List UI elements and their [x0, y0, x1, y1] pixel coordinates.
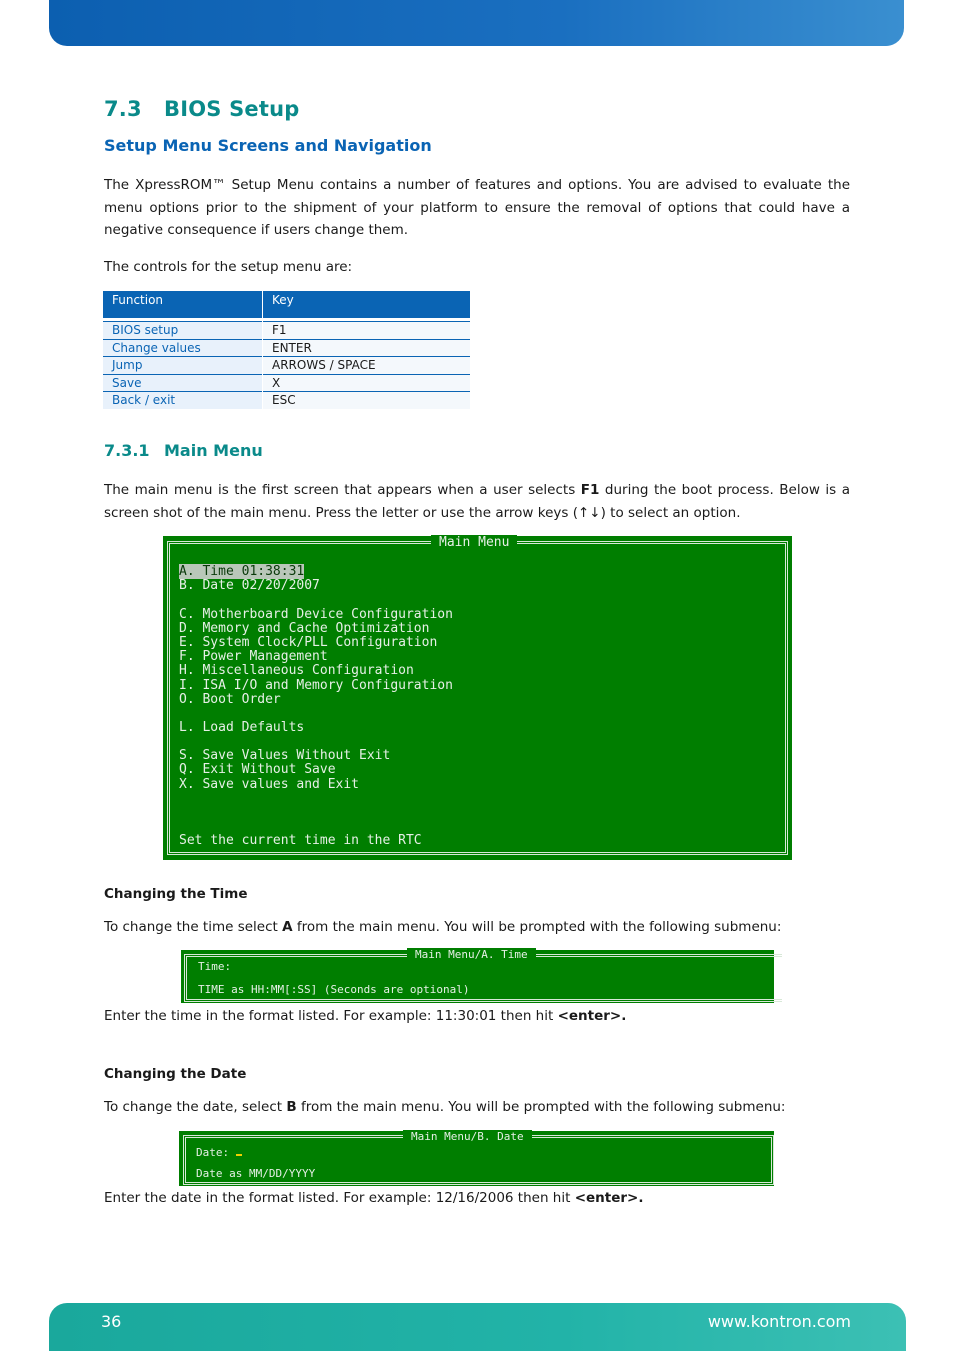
- terminal-title: Main Menu: [431, 535, 517, 550]
- table-row: [103, 374, 470, 392]
- menu-item: C. Motherboard Device Configuration: [179, 607, 453, 622]
- time-format-hint: TIME as HH:MM[:SS] (Seconds are optional): [198, 983, 470, 996]
- terminal-title: Main Menu/A. Time: [407, 948, 536, 961]
- key-cell: X: [263, 374, 471, 392]
- menu-item: H. Miscellaneous Configuration: [179, 663, 414, 678]
- menu-item: O. Boot Order: [179, 692, 281, 707]
- main-menu-paragraph: The main menu is the first screen that appears when a user selects F1 during the boot process. Below is a screen shot of the main menu. Press the letter or use the arrow keys (↑↓) to select an option.: [104, 482, 850, 521]
- section-title: BIOS Setup: [164, 97, 300, 121]
- main-menu-number: 7.3.1: [104, 441, 150, 460]
- header-bar: [49, 0, 904, 46]
- time-instruction: Enter the time in the format listed. For example: 11:30:01 then hit <enter>.: [104, 1008, 627, 1024]
- table-header-key: Key: [263, 291, 471, 318]
- controls-intro: The controls for the setup menu are:: [104, 259, 353, 275]
- table-row: [103, 357, 470, 375]
- page-number: 36: [101, 1312, 122, 1331]
- main-menu-title: Main Menu: [164, 441, 263, 460]
- table-row: [103, 322, 470, 340]
- controls-table: [103, 291, 470, 409]
- time-prompt: Time:: [198, 960, 232, 973]
- main-menu-heading: [104, 441, 263, 460]
- menu-item: S. Save Values Without Exit: [179, 748, 391, 763]
- changing-time-heading: Changing the Time: [104, 886, 248, 902]
- menu-item: D. Memory and Cache Optimization: [179, 621, 430, 636]
- menu-item: E. System Clock/PLL Configuration: [179, 635, 438, 650]
- intro-paragraph: The XpressROM™ Setup Menu contains a number of features and options. You are advised to evaluate the menu options prior to the shipment of your platform to ensure the removal of options that could have a negative consequence if users change them.: [104, 177, 850, 238]
- section-number: 7.3: [104, 97, 142, 121]
- subsection-heading: Setup Menu Screens and Navigation: [104, 136, 432, 155]
- date-prompt: Date:: [196, 1144, 242, 1159]
- date-format-hint: Date as MM/DD/YYYY: [196, 1167, 316, 1180]
- changing-date-heading: Changing the Date: [104, 1066, 247, 1082]
- terminal-title: Main Menu/B. Date: [403, 1130, 532, 1143]
- section-heading: [104, 97, 300, 121]
- table-row: [103, 339, 470, 357]
- time-paragraph: To change the time select A from the main menu. You will be prompted with the following submenu:: [104, 919, 782, 935]
- date-paragraph: To change the date, select B from the main menu. You will be prompted with the following submenu:: [104, 1099, 786, 1115]
- function-cell: Jump: [103, 357, 263, 375]
- time-submenu-screenshot: [181, 950, 774, 1003]
- function-cell: Change values: [103, 339, 263, 357]
- menu-item: I. ISA I/O and Memory Configuration: [179, 678, 453, 693]
- table-row: [103, 392, 470, 409]
- menu-item: L. Load Defaults: [179, 720, 305, 735]
- menu-item: F. Power Management: [179, 649, 328, 664]
- terminal-status-line: Set the current time in the RTC: [179, 833, 422, 848]
- cursor-icon: [236, 1144, 242, 1156]
- key-a: A: [282, 919, 293, 935]
- menu-item-time: A. Time 01:38:31: [179, 564, 305, 579]
- key-b: B: [286, 1099, 297, 1115]
- table-header-function: Function: [103, 291, 263, 318]
- key-cell: ARROWS / SPACE: [263, 357, 471, 375]
- date-submenu-screenshot: [179, 1131, 774, 1186]
- footer-bar: [49, 1303, 906, 1351]
- key-cell: ESC: [263, 392, 471, 409]
- key-cell: F1: [263, 322, 471, 340]
- key-cell: ENTER: [263, 339, 471, 357]
- table-header-row: [103, 291, 470, 318]
- key-enter: <enter>.: [574, 1190, 644, 1206]
- key-enter: <enter>.: [557, 1008, 627, 1024]
- date-instruction: Enter the date in the format listed. For example: 12/16/2006 then hit <enter>.: [104, 1190, 644, 1206]
- menu-item: Q. Exit Without Save: [179, 762, 336, 777]
- footer-url[interactable]: www.kontron.com: [707, 1312, 851, 1331]
- function-cell: Save: [103, 374, 263, 392]
- function-cell: Back / exit: [103, 392, 263, 409]
- key-f1: F1: [580, 482, 600, 498]
- menu-item-date: B. Date 02/20/2007: [179, 578, 320, 593]
- function-cell: BIOS setup: [103, 322, 263, 340]
- menu-item: X. Save values and Exit: [179, 777, 360, 792]
- main-menu-screenshot: [163, 536, 792, 860]
